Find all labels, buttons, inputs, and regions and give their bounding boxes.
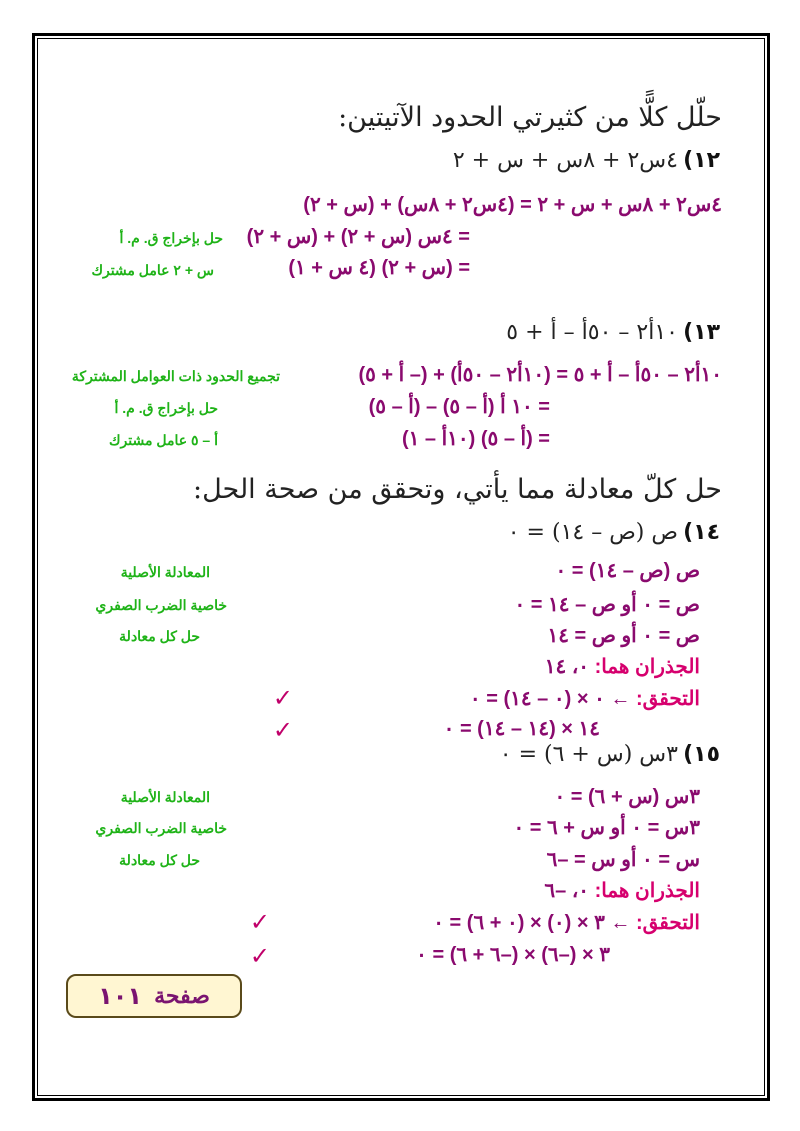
q14-problem-line xyxy=(508,520,720,545)
section-heading-solve: حل كلّ معادلة مما يأتي، وتحقق من صحة الحل: xyxy=(192,474,722,505)
q12-problem: ٤س٢ + ٨س + س + ٢ xyxy=(452,148,678,173)
q15-roots xyxy=(544,878,700,903)
checkmark-icon: ✓ xyxy=(249,908,270,936)
arrow-left-icon: ← xyxy=(610,912,631,934)
q15-roots-value: ٠، –٦ xyxy=(544,880,590,902)
q14-step-1: ص (ص – ١٤) = ٠ xyxy=(555,560,700,582)
q12-step-2-note: حل بإخراج ق. م. أ xyxy=(119,230,223,246)
q14-roots xyxy=(545,654,700,679)
q14-check-line-1 xyxy=(470,686,700,711)
q12-step-3-note: س + ٢ عامل مشترك xyxy=(91,262,214,278)
q15-step-2: ٣س = ٠ أو س + ٦ = ٠ xyxy=(513,817,700,839)
q15-check-2: ٣ × (–٦) × (–٦ + ٦) = ٠ xyxy=(416,944,610,966)
q15-number: ١٥) xyxy=(683,742,720,767)
q15-check-label: التحقق: xyxy=(635,912,700,934)
q14-step-1-note: المعادلة الأصلية xyxy=(120,564,210,580)
q15-check-1: ٣ × (٠) × (٠ + ٦) = ٠ xyxy=(433,912,605,934)
q13-problem: ١٠أ٢ – ٥٠أ – أ + ٥ xyxy=(506,320,678,345)
q14-check-2: ١٤ × (١٤ – ١٤) = ٠ xyxy=(443,718,600,740)
page-number-badge xyxy=(66,974,242,1018)
q13-step-3: = (أ – ٥) (١٠أ – ١) xyxy=(401,428,550,450)
q12-step-1: ٤س٢ + ٨س + س + ٢ = (٤س٢ + ٨س) + (س + ٢) xyxy=(303,194,722,216)
q13-problem-line xyxy=(506,320,720,345)
q14-step-2-note: خاصية الضرب الصفري xyxy=(95,597,227,613)
page-label: صفحة xyxy=(154,983,210,1009)
q15-problem-line xyxy=(500,742,720,767)
q15-check-line-1 xyxy=(433,910,700,935)
q15-step-1-note: المعادلة الأصلية xyxy=(120,789,210,805)
arrow-left-icon: ← xyxy=(610,688,631,710)
checkmark-icon: ✓ xyxy=(272,716,293,744)
q13-step-1-note: تجميع الحدود ذات العوامل المشتركة xyxy=(71,368,280,384)
q12-problem-line xyxy=(453,148,720,173)
q14-number: ١٤) xyxy=(683,520,720,545)
q13-step-1: ١٠أ٢ – ٥٠أ – أ + ٥ = (١٠أ٢ – ٥٠أ) + (– أ + ٥) xyxy=(358,364,722,386)
q15-step-2-note: خاصية الضرب الصفري xyxy=(95,820,227,836)
q15-step-1: ٣س (س + ٦) = ٠ xyxy=(554,786,700,808)
q12-step-2: = ٤س (س + ٢) + (س + ٢) xyxy=(246,226,470,248)
q14-roots-value: ٠، ١٤ xyxy=(544,656,590,678)
q12-step-3: = (س + ٢) (٤ س + ١) xyxy=(288,257,470,279)
page-number: ١٠١ xyxy=(98,982,143,1010)
q14-step-3-note: حل كل معادلة xyxy=(119,628,200,644)
q14-step-2: ص = ٠ أو ص – ١٤ = ٠ xyxy=(514,594,700,616)
section-heading-factor: حلّل كلًّا من كثيرتي الحدود الآتيتين: xyxy=(338,102,722,133)
q14-check-1: ٠ × (٠ – ١٤) = ٠ xyxy=(469,688,605,710)
checkmark-icon: ✓ xyxy=(272,684,293,712)
checkmark-icon: ✓ xyxy=(249,942,270,970)
q15-step-3-note: حل كل معادلة xyxy=(119,852,200,868)
q14-problem: ص (ص – ١٤) = ٠ xyxy=(507,520,678,545)
q12-number: ١٢) xyxy=(683,148,720,173)
q15-roots-label: الجذران هما: xyxy=(594,880,700,902)
q14-roots-label: الجذران هما: xyxy=(594,656,700,678)
q14-check-label: التحقق: xyxy=(635,688,700,710)
q13-step-3-note: أ – ٥ عامل مشترك xyxy=(109,432,218,448)
q15-problem: ٣س (س + ٦) = ٠ xyxy=(499,742,678,767)
q13-number: ١٣) xyxy=(683,320,720,345)
q13-step-2: = ١٠ أ (أ – ٥) – (أ – ٥) xyxy=(368,396,550,418)
q14-step-3: ص = ٠ أو ص = ١٤ xyxy=(547,625,700,647)
q15-step-3: س = ٠ أو س = –٦ xyxy=(546,849,700,871)
q13-step-2-note: حل بإخراج ق. م. أ xyxy=(114,400,218,416)
